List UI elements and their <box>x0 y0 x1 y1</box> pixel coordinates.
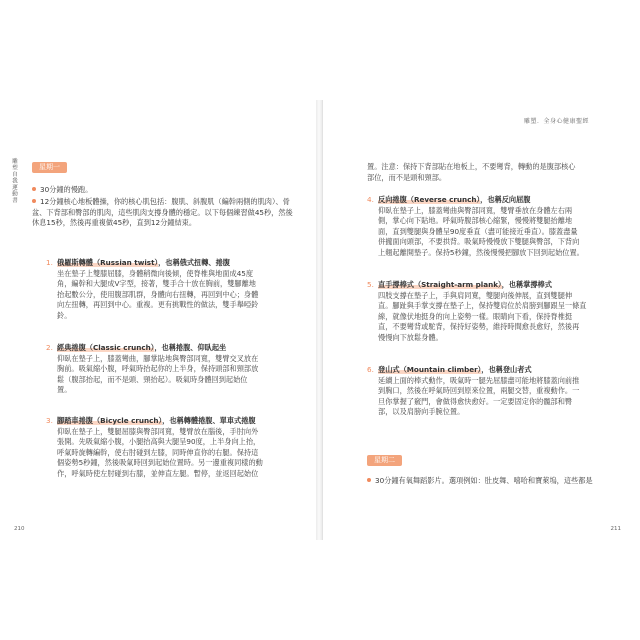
item-number: 6. <box>367 365 374 374</box>
item-title: 直手撐棒式（Straight-arm plank），也稱掌撐棒式 <box>378 280 552 289</box>
item-body: 仰臥在墊子上，膝蓋彎曲與臀部同寬，雙臂垂放在身體左右兩 側，掌心向下貼地。呼氣時腹部核心縮緊，慢慢將雙腿抬離地 面，直到雙腿與身體呈90度垂直（盡可能接近垂直）。膝蓋盡量 併攏面向頭部，不要拱背。吸氣時慢慢放下雙腿與臀部，下背向 上翹起離開墊子。保持5秒鐘，然後慢慢把腳放下回到起始位置。 <box>378 205 584 257</box>
bullet-item: 30分鐘的慢跑。 <box>32 185 302 196</box>
side-tab: 雕塑自我運動書 <box>11 158 17 204</box>
item-title: 反向捲腹（Reverse crunch），也稱反向屈腹 <box>378 195 531 204</box>
bullet-item: 12分鐘核心地板體操，你的核心肌包括：腹肌、斜腹肌（編幹兩側的肌肉）、骨盆、下背部和臀部的肌肉，這些肌肉支撐身體的穩定。以下每個練習做45秒，然後休息15秒，然後再重複做45秒，直到12分鐘結束。 <box>32 197 293 228</box>
item-body: 坐在墊子上雙膝屈膝，身體稍微向後傾，使脊椎與地面成45度 角，編幹和大腿成V字型，接著，雙手合十放在胸前，雙腳離地 抬起數公分，使用腹部肌群，身體向右扭轉，再回到中心；身體 向左扭轉，再回到中心。重複。更有挑戰性的做法，雙手舉啞鈴 鈴。 <box>57 268 259 320</box>
page-number: 211 <box>610 526 621 532</box>
item-number: 4. <box>367 195 374 204</box>
item-title: 腳踏車捲腹（Bicycle crunch），也稱轉體捲腹、單車式捲腹 <box>57 416 256 425</box>
item-body: 仰臥在墊子上，雙腿屈膝與臀部同寬，雙臂放在腦後，手肘向外 張開。先吸氣縮小腹，小腿抬高與大腿呈90度，上半身向上抬， 呼氣時旋轉編幹，使右肘碰到左膝，同時伸直你的右腿。保持這 個姿勢5秒鐘，然後吸氣時回到起始位置時。另一邊重複同樣的動 作，呼氣時使左肘碰到右膝，並伸直左腿。暫停，並返回起始位 <box>57 426 263 478</box>
bullet-item: 30分鐘有氧舞蹈影片。選項例如：肚皮舞、嘻哈和寶萊塢，這些都是 <box>367 476 623 487</box>
item-number: 5. <box>367 280 374 289</box>
item-number: 3. <box>46 416 53 425</box>
exercise-item-3 <box>46 416 302 480</box>
right-page <box>322 100 627 540</box>
item-body: 四肢支撐在墊子上，手與肩同寬，雙腿向後伸展，直到雙腿伸 直。腳趾與手掌支撐在墊子上，保持雙肩位於肩膀到腳跟呈一條直 線，就像伏地挺身的向上姿勢一樣。眼睛向下看，保持脊椎挺 直，不要彎背或駝背，保持好姿勢，維持時間愈長愈好，然後再 慢慢向下放鬆身體。 <box>378 290 587 342</box>
bullet-dot-icon <box>32 199 36 203</box>
item-body: 仰臥在墊子上，膝蓋彎曲，腳掌貼地與臀部同寬，雙臂交叉放在 胸前。吸氣縮小腹，呼氣時抬起你的上半身，保持頭部和頸部放 鬆（腹部抬起，而不是頭、頸抬起）。吸氣時身體回到起始位 置。 <box>57 353 259 395</box>
bullet-dot-icon <box>367 478 371 482</box>
item-title: 登山式（Mountain climber），也稱登山者式 <box>378 365 532 374</box>
item-title: 俄羅斯轉體（Russian twist），也稱俄式扭轉、捲腹 <box>57 258 230 267</box>
exercise-item-5 <box>367 280 619 344</box>
item-body: 延續上面的棒式動作，吸氣時一腿先屈膝盡可能地將膝蓋向前推 到胸口，然後在呼氣時回到原來位置，兩腿交替，重複動作。一 旦你掌握了竅門，會做得愈快愈好。一定要固定你的髖部和臀 部，以及肩膀向手腕位置。 <box>378 375 580 417</box>
exercise-item-1 <box>46 258 302 322</box>
left-page <box>12 100 317 540</box>
item-title: 經典捲腹（Classic crunch），也稱捲腹、仰臥起坐 <box>57 343 227 352</box>
day-badge-monday: 星期一 <box>32 162 67 173</box>
bullet-dot-icon <box>32 187 36 191</box>
day-badge-tuesday: 星期二 <box>367 455 402 466</box>
running-header: 雕塑．全身心健康聖經 <box>523 118 589 125</box>
exercise-item-4 <box>367 195 619 259</box>
item-number: 1. <box>46 258 53 267</box>
page-number: 210 <box>14 526 25 532</box>
continuation-text: 置。注意：保持下背部貼在地板上，不要彎背，轉動的是腹部核心 部位，而不是頭和頸部。 <box>367 162 576 182</box>
item-number: 2. <box>46 343 53 352</box>
exercise-item-6 <box>367 365 619 418</box>
exercise-item-2 <box>46 343 302 396</box>
